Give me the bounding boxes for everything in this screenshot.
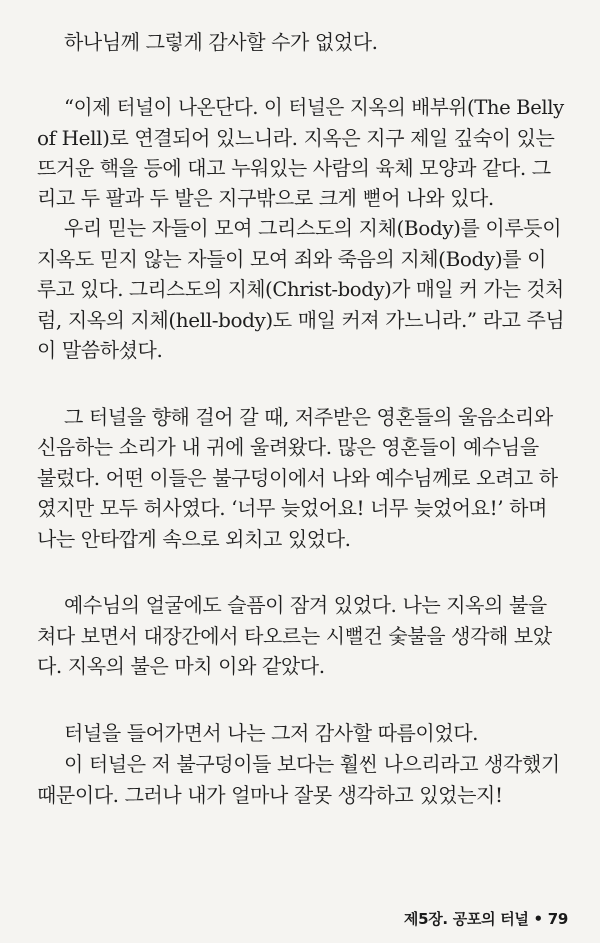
text-line: 다. 지옥의 불은 마치 이와 같았다. — [37, 654, 325, 678]
text-line: 나는 안타깝게 속으로 외치고 있었다. — [37, 527, 351, 551]
text-line: 그 터널을 향해 걸어 갈 때, 저주받은 영혼들의 울음소리와 — [64, 405, 553, 429]
page-footer: 제5장. 공포의 터널 • 79 — [403, 910, 568, 928]
text-line: 리고 두 팔과 두 발은 지구밖으로 크게 뻗어 나와 있다. — [37, 186, 494, 210]
text-line: 루고 있다. 그리스도의 지체(Christ-body)가 매일 커 가는 것처 — [37, 277, 564, 301]
text-line: 하나님께 그렇게 감사할 수가 없었다. — [64, 30, 378, 54]
text-line: 럼, 지옥의 지체(hell-body)도 매일 커져 가느니라.” 라고 주님 — [37, 308, 565, 332]
text-line: 때문이다. 그러나 내가 얼마나 잘못 생각하고 있었는지! — [37, 783, 503, 807]
text-line: “이제 터널이 나온단다. 이 터널은 지옥의 배부위(The Belly — [64, 95, 564, 119]
text-line: 터널을 들어가면서 나는 그저 감사할 따름이었다. — [64, 721, 479, 745]
text-line: 쳐다 보면서 대장간에서 타오르는 시뻘건 숯불을 생각해 보았 — [37, 624, 552, 648]
text-line: 신음하는 소리가 내 귀에 울려왔다. 많은 영혼들이 예수님을 — [37, 435, 539, 459]
text-line: 불렀다. 어떤 이들은 불구덩이에서 나와 예수님께로 오려고 하 — [37, 466, 558, 490]
text-line: 뜨거운 핵을 등에 대고 누워있는 사람의 육체 모양과 같다. 그 — [37, 156, 551, 180]
text-line: 우리 믿는 자들이 모여 그리스도의 지체(Body)를 이루듯이 — [64, 216, 562, 240]
text-line: 였지만 모두 허사였다. ‘너무 늦었어요! 너무 늦었어요!’ 하며 — [37, 496, 548, 520]
text-line: 이 터널은 저 불구덩이들 보다는 훨씬 나으리라고 생각했기 — [64, 752, 560, 776]
text-line: 이 말씀하셨다. — [37, 338, 163, 362]
text-line: of Hell)로 연결되어 있느니라. 지옥은 지구 제일 깊숙이 있는 — [37, 126, 555, 150]
text-line: 예수님의 얼굴에도 슬픔이 잠겨 있었다. 나는 지옥의 불을 — [64, 593, 547, 617]
text-line: 지옥도 믿지 않는 자들이 모여 죄와 죽음의 지체(Body)를 이 — [37, 247, 547, 271]
